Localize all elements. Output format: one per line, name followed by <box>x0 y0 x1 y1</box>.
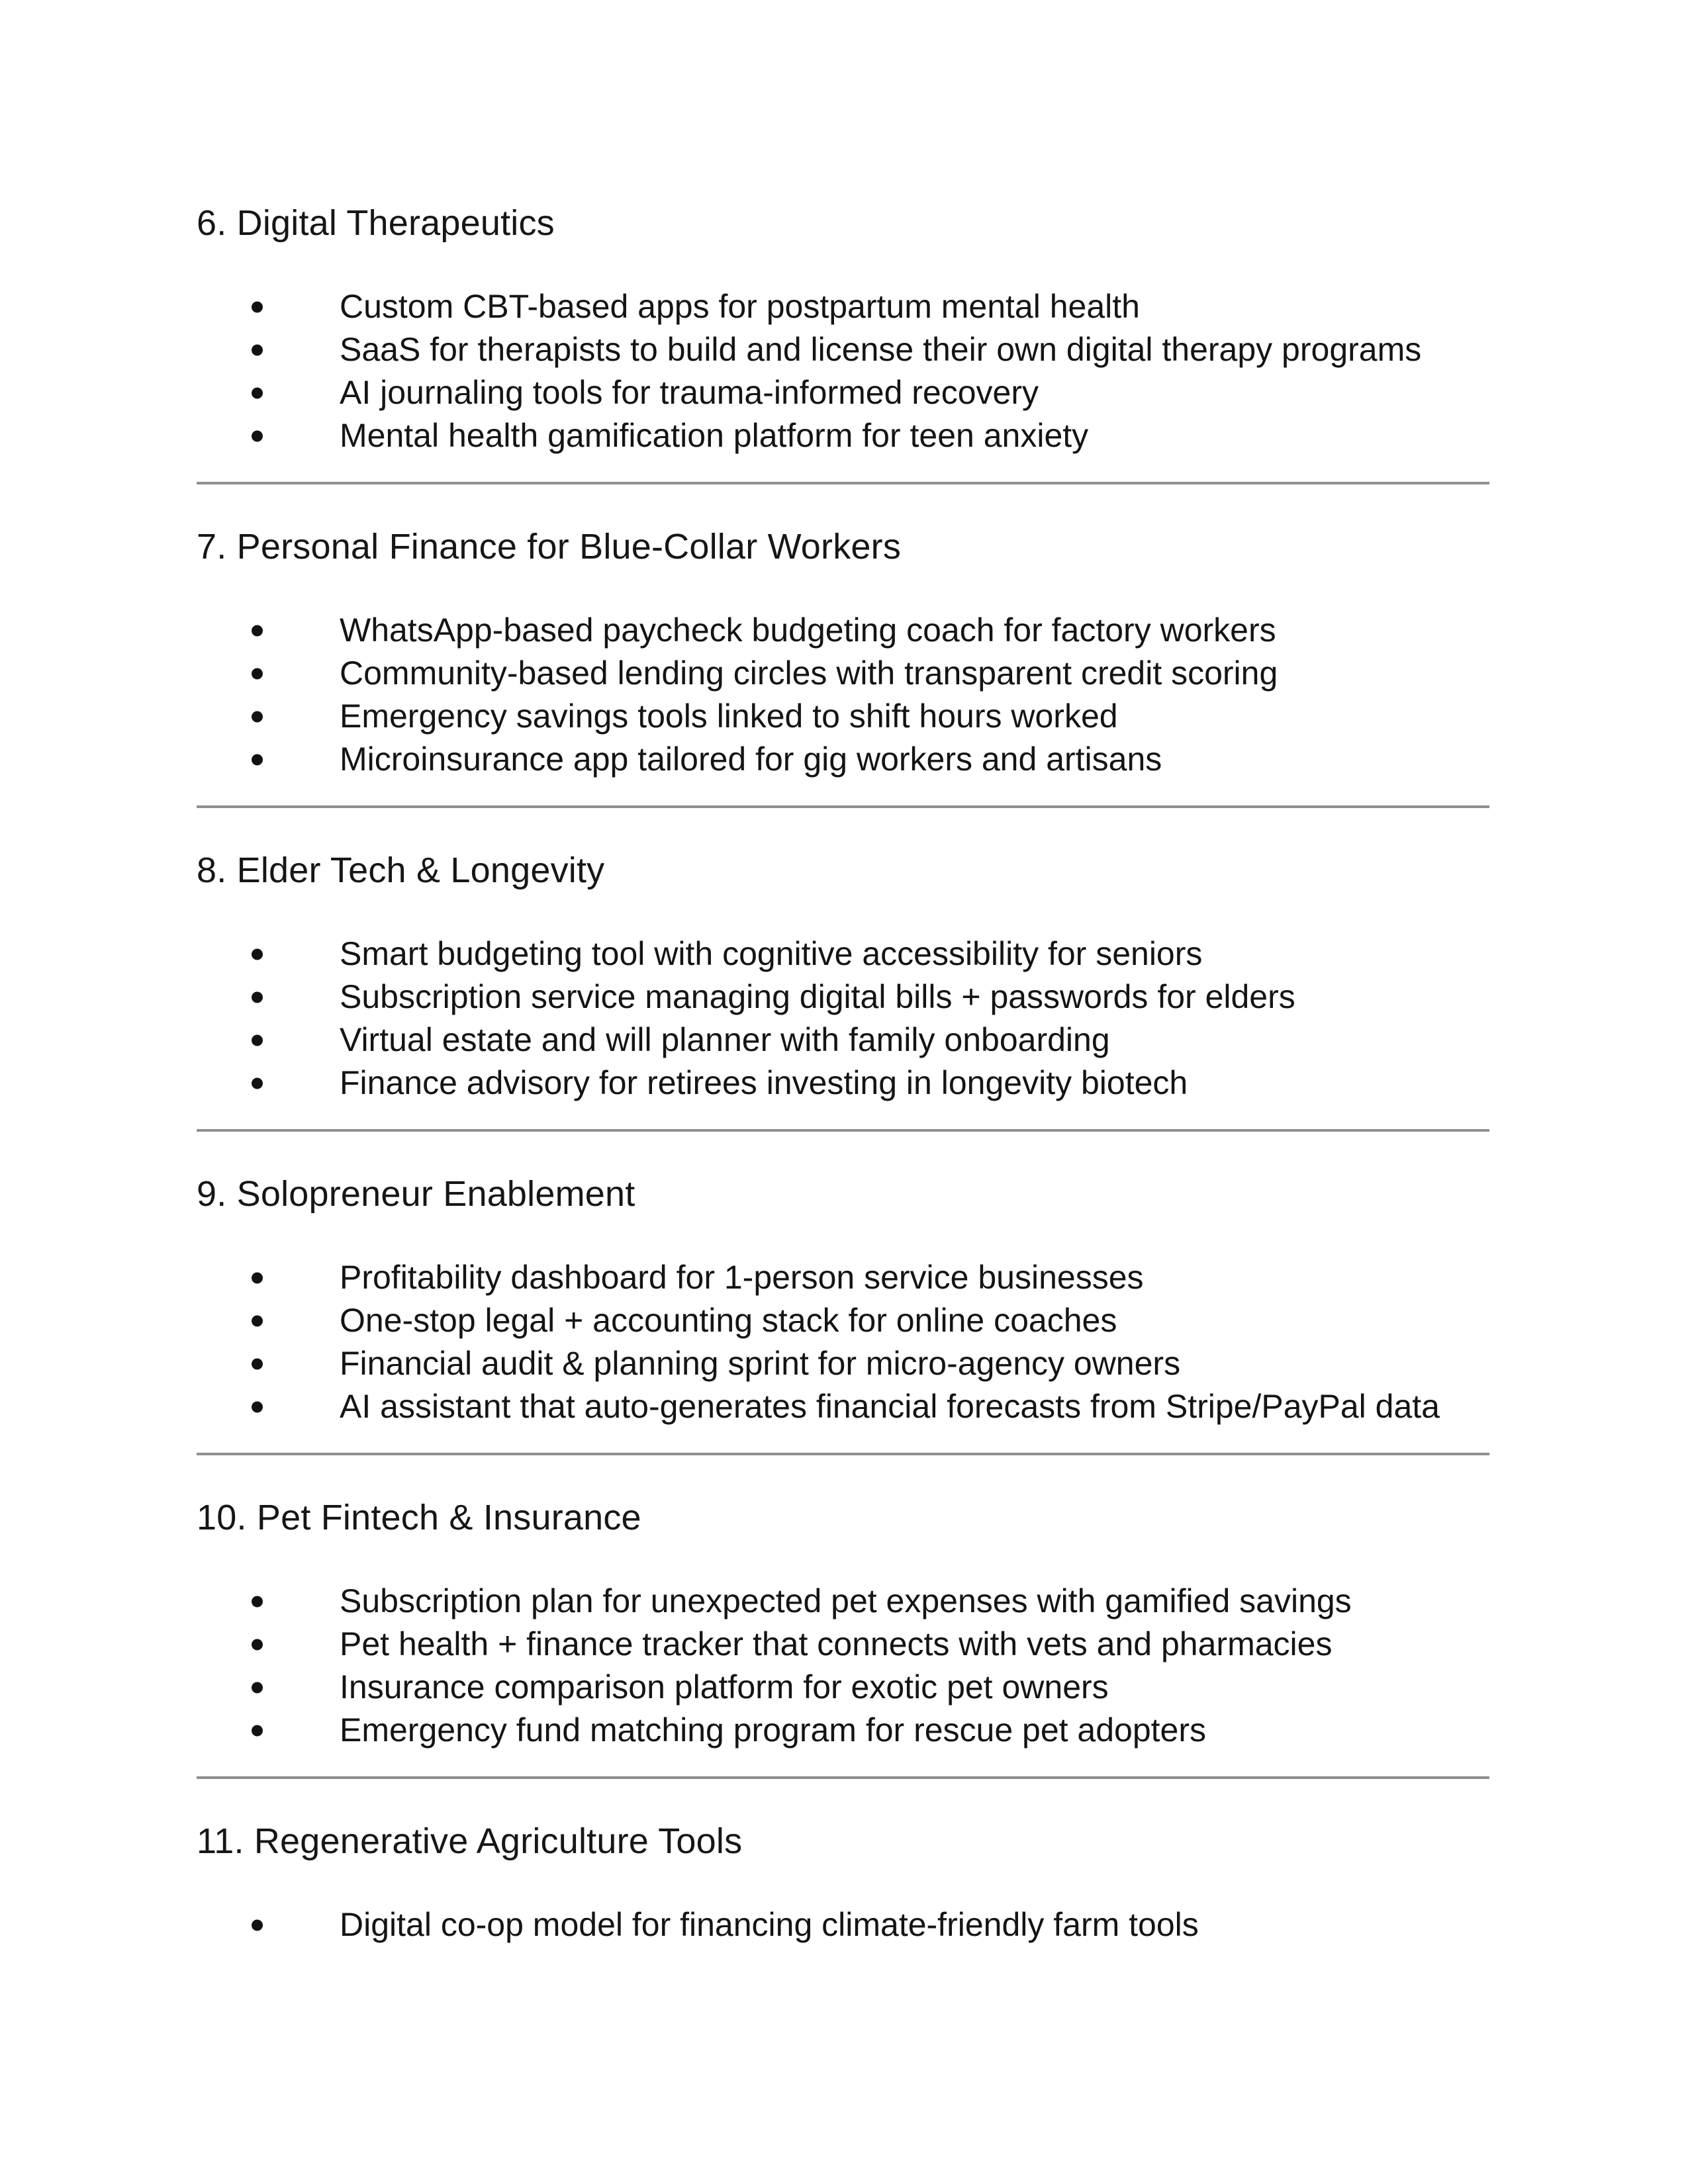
section-heading: 8. Elder Tech & Longevity <box>197 850 605 890</box>
list-item <box>197 1385 1489 1428</box>
idea-section <box>197 200 1489 484</box>
bullet-icon <box>252 1401 263 1412</box>
bullet-icon <box>252 344 263 355</box>
idea-text: SaaS for therapists to build and license their own digital therapy programs <box>340 331 1422 368</box>
list-item <box>197 1256 1489 1299</box>
idea-text: Financial audit & planning sprint for micro-agency owners <box>340 1345 1181 1382</box>
list-item <box>197 933 1489 976</box>
bullet-icon <box>252 1034 263 1046</box>
idea-text: One-stop legal + accounting stack for online coaches <box>340 1302 1117 1339</box>
bullet-icon <box>252 1077 263 1089</box>
bullet-icon <box>252 1358 263 1369</box>
idea-text: WhatsApp-based paycheck budgeting coach for factory workers <box>340 612 1276 649</box>
bullet-icon <box>252 1682 263 1693</box>
idea-list <box>197 1580 1489 1752</box>
list-item <box>197 976 1489 1019</box>
sections-root <box>197 200 1489 1946</box>
section-heading: 7. Personal Finance for Blue-Collar Workers <box>197 527 902 567</box>
idea-section <box>197 1818 1489 1946</box>
section-heading: 6. Digital Therapeutics <box>197 203 555 243</box>
list-item <box>197 1903 1489 1946</box>
list-item <box>197 1666 1489 1709</box>
bullet-icon <box>252 948 263 960</box>
bullet-icon <box>252 991 263 1003</box>
bullet-icon <box>252 387 263 398</box>
bullet-icon <box>252 754 263 765</box>
bullet-icon <box>252 625 263 636</box>
idea-section <box>197 1494 1489 1779</box>
idea-list <box>197 285 1489 457</box>
idea-list <box>197 1256 1489 1428</box>
list-item <box>197 1623 1489 1666</box>
section-heading: 10. Pet Fintech & Insurance <box>197 1498 641 1537</box>
idea-list <box>197 609 1489 781</box>
list-item <box>197 1299 1489 1342</box>
bullet-icon <box>252 1596 263 1607</box>
list-item <box>197 1709 1489 1752</box>
idea-text: Custom CBT-based apps for postpartum mental health <box>340 288 1140 325</box>
idea-text: Emergency savings tools linked to shift hours worked <box>340 698 1118 735</box>
list-item <box>197 695 1489 738</box>
list-item <box>197 652 1489 695</box>
bullet-icon <box>252 430 263 441</box>
idea-text: Digital co-op model for financing climate-friendly farm tools <box>340 1906 1199 1943</box>
section-divider <box>197 1129 1489 1132</box>
idea-list <box>197 1903 1489 1946</box>
bullet-icon <box>252 1315 263 1326</box>
idea-text: Finance advisory for retirees investing in longevity biotech <box>340 1064 1188 1101</box>
idea-text: Subscription service managing digital bills + passwords for elders <box>340 978 1295 1015</box>
list-item <box>197 414 1489 457</box>
bullet-icon <box>252 711 263 722</box>
idea-text: Subscription plan for unexpected pet expenses with gamified savings <box>340 1582 1352 1619</box>
idea-text: Community-based lending circles with transparent credit scoring <box>340 655 1278 692</box>
idea-section <box>197 847 1489 1132</box>
section-divider <box>197 482 1489 484</box>
idea-section <box>197 1171 1489 1455</box>
idea-text: Virtual estate and will planner with family onboarding <box>340 1021 1110 1058</box>
section-divider <box>197 805 1489 808</box>
bullet-icon <box>252 301 263 312</box>
bullet-icon <box>252 1272 263 1283</box>
section-heading: 9. Solopreneur Enablement <box>197 1174 635 1214</box>
idea-text: Emergency fund matching program for rescue pet adopters <box>340 1711 1207 1749</box>
list-item <box>197 609 1489 652</box>
idea-text: Smart budgeting tool with cognitive accessibility for seniors <box>340 935 1203 972</box>
list-item <box>197 1019 1489 1062</box>
bullet-icon <box>252 668 263 679</box>
idea-text: Pet health + finance tracker that connects with vets and pharmacies <box>340 1625 1333 1662</box>
idea-section <box>197 523 1489 808</box>
idea-list <box>197 933 1489 1105</box>
section-divider <box>197 1776 1489 1779</box>
list-item <box>197 1580 1489 1623</box>
bullet-icon <box>252 1919 263 1931</box>
bullet-icon <box>252 1725 263 1736</box>
section-heading: 11. Regenerative Agriculture Tools <box>197 1821 743 1861</box>
bullet-icon <box>252 1639 263 1650</box>
idea-text: Mental health gamification platform for teen anxiety <box>340 417 1089 454</box>
list-item <box>197 328 1489 371</box>
idea-text: AI journaling tools for trauma-informed recovery <box>340 374 1039 411</box>
idea-text: Insurance comparison platform for exotic pet owners <box>340 1668 1109 1706</box>
list-item <box>197 371 1489 414</box>
list-item <box>197 738 1489 781</box>
list-item <box>197 1062 1489 1105</box>
idea-text: Microinsurance app tailored for gig workers and artisans <box>340 741 1162 778</box>
idea-text: Profitability dashboard for 1-person service businesses <box>340 1259 1144 1296</box>
section-divider <box>197 1453 1489 1455</box>
idea-text: AI assistant that auto-generates financial forecasts from Stripe/PayPal data <box>340 1388 1440 1425</box>
list-item <box>197 285 1489 328</box>
list-item <box>197 1342 1489 1385</box>
